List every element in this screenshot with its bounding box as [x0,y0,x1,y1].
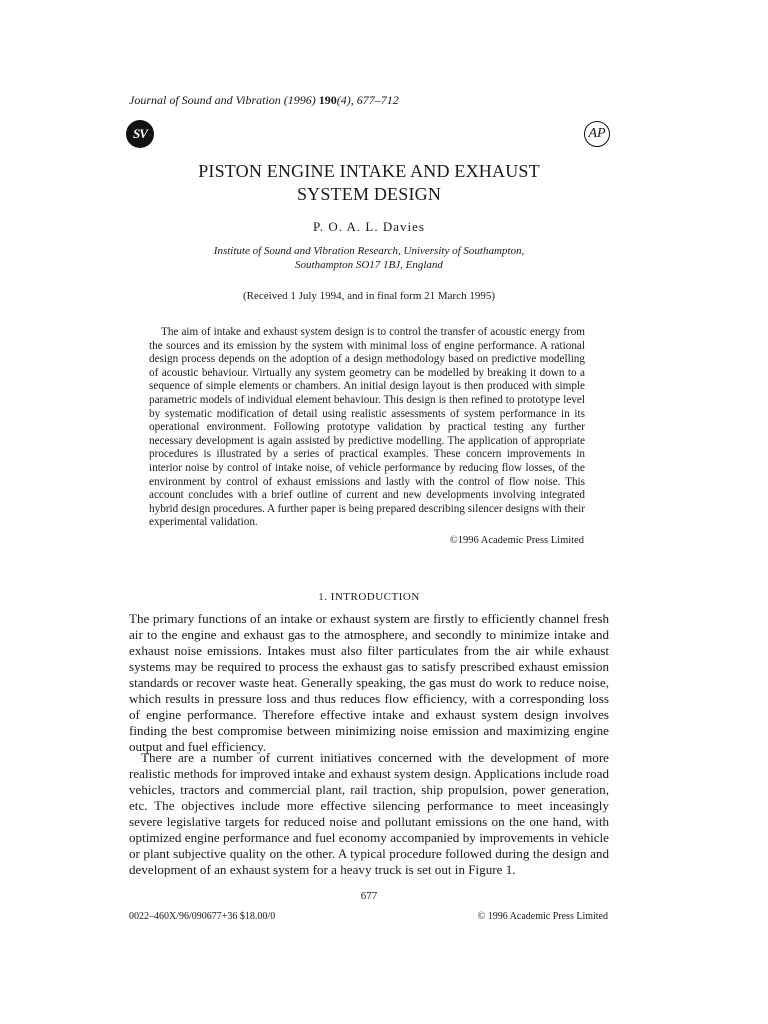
academic-press-logo-icon [584,121,610,147]
ap-logo-text: AP [588,126,606,141]
journal-volume: 190 [318,93,337,107]
abstract-copyright: ©1996 Academic Press Limited [449,535,584,546]
journal-citation [129,93,399,108]
sv-publisher-logo-icon [126,120,154,148]
author-affiliation [129,244,609,272]
journal-year: (1996) [280,93,319,107]
body-paragraph-2: There are a number of current initiatives concerned with the development of more realistic methods for improved intake and exhaust system design. Applications include road vehicles, tractors and commercial plant, rail traction, ship propulsion, power generation, etc. The objectives include more effective silencing performance to meet inceasingly severe legislative targets for reduced noise and pollutant emissions on the one hand, with optimized engine performance and fuel economy accompanied by improvements in vehicle or plant subjective quality on the other. A typical procedure followed during the design and development of an exhaust system for a heavy truck is set out in Figure 1. [129,750,609,877]
received-dates: (Received 1 July 1994, and in final form 21 March 1995) [242,290,496,302]
section-heading: 1. INTRODUCTION [318,591,420,603]
affiliation-line-1: Institute of Sound and Vibration Research, University of Southampton, [213,245,525,257]
paper-title [129,160,609,206]
journal-pages: (4), 677–712 [336,93,399,107]
sv-logo-text: SV [133,126,147,141]
abstract-text: The aim of intake and exhaust system design is to control the transfer of acoustic energy from the sources and its emission by the system with minimal loss of engine performance. A rational design process depends on the adoption of a design methodology based on predictive modelling of acoustic behaviour. Virtually any system geometry can be modelled by breaking it down to a sequence of simple elements or chambers. An initial design layout is then produced with simple parametric models of individual element behaviour. This design is then refined to prototype level by systematic modification of detail using realistic assessments of system performance in its operational environment. Following prototype validation by practical testing any further necessary development is again assisted by predictive modelling. The application of appropriate procedures is illustrated by a series of practical examples. These concern improvements in interior noise by control of intake noise, of vehicle performance by reducing flow losses, of the environment by control of exhaust emissions and lastly with the control of flow noise. This account concludes with a brief outline of current and new developments involving integrated hybrid design procedures. A further paper is being prepared describing silencer designs with their experimental validation. [149,326,585,529]
title-line-1: PISTON ENGINE INTAKE AND EXHAUST [198,161,540,181]
page-number: 677 [360,890,378,902]
body-paragraph-1: The primary functions of an intake or exhaust system are firstly to efficiently channel fresh air to the engine and exhaust gas to the atmosphere, and secondly to minimize intake and exhaust noise emissions. Intakes must also filter particulates from the air while exhaust systems may be required to process the exhaust gas to satisfy prescribed exhaust emission standards or recover waste heat. Generally speaking, the gas must do work to reduce noise, which results in pressure loss and thus reduces flow efficiency, with a corresponding loss of engine performance. Therefore effective intake and exhaust system design involves finding the best compromise between minimizing noise emission and maximizing engine output and fuel efficiency. [129,611,609,754]
footer-article-code: 0022–460X/96/090677+36 $18.00/0 [129,911,276,922]
affiliation-line-2: Southampton SO17 1BJ, England [295,259,443,271]
footer-copyright: © 1996 Academic Press Limited [477,911,608,922]
journal-name: Journal of Sound and Vibration [129,93,281,107]
author-name: P. O. A. L. Davies [313,219,425,234]
title-line-2: SYSTEM DESIGN [296,184,442,204]
